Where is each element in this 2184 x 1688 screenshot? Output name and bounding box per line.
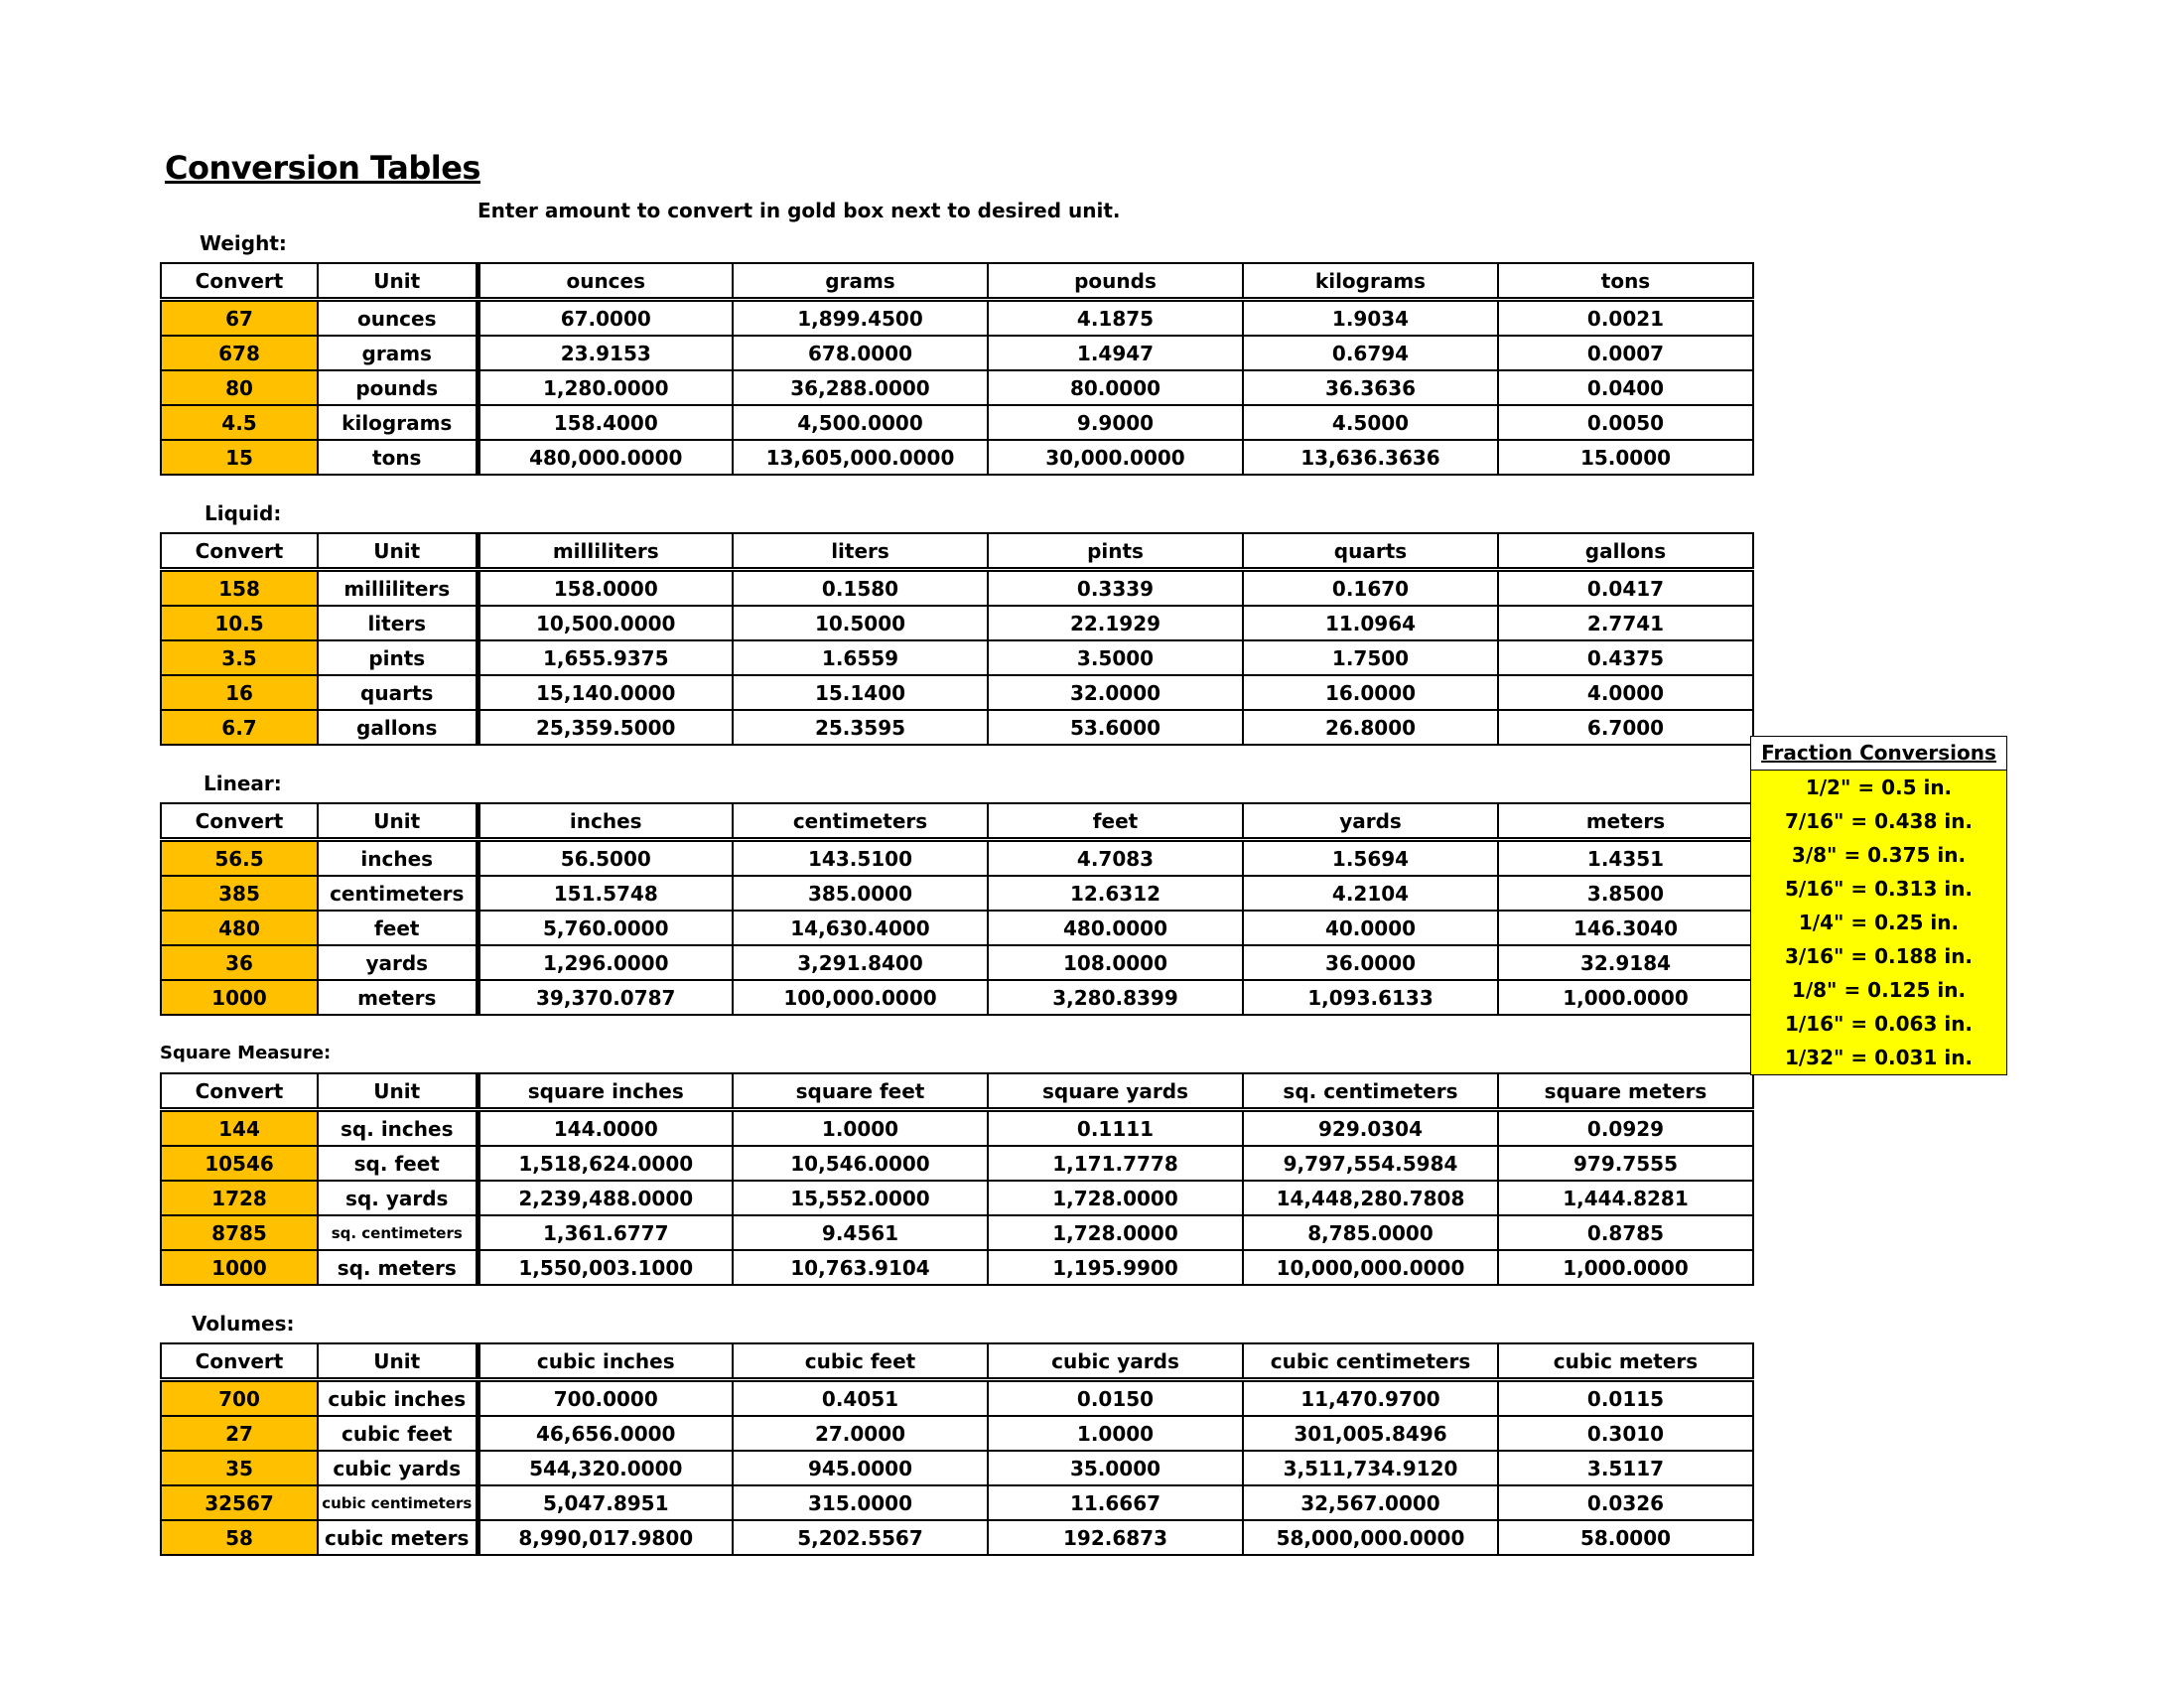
converted-value-cell: 108.0000 bbox=[988, 945, 1243, 980]
target-unit-header: centimeters bbox=[733, 803, 988, 840]
converted-value-cell: 80.0000 bbox=[988, 370, 1243, 405]
converted-value-cell: 39,370.0787 bbox=[478, 980, 733, 1015]
converted-value-cell: 5,202.5567 bbox=[733, 1520, 988, 1555]
converted-value-cell: 678.0000 bbox=[733, 336, 988, 370]
target-unit-header: grams bbox=[733, 263, 988, 300]
table-row bbox=[161, 945, 1753, 980]
target-unit-header: square yards bbox=[988, 1073, 1243, 1110]
unit-column-header: Unit bbox=[318, 1073, 478, 1110]
converted-value-cell: 10.5000 bbox=[733, 606, 988, 640]
convert-amount-input[interactable]: 80 bbox=[161, 370, 318, 405]
converted-value-cell: 32,567.0000 bbox=[1243, 1485, 1498, 1520]
unit-label: liters bbox=[318, 606, 478, 640]
converted-value-cell: 1.9034 bbox=[1243, 300, 1498, 337]
linear-section-label: Linear: bbox=[204, 772, 282, 795]
convert-amount-input[interactable]: 56.5 bbox=[161, 840, 318, 877]
unit-label: sq. inches bbox=[318, 1110, 478, 1147]
unit-label: sq. feet bbox=[318, 1146, 478, 1181]
converted-value-cell: 0.1670 bbox=[1243, 570, 1498, 607]
converted-value-cell: 0.3010 bbox=[1498, 1416, 1753, 1451]
unit-label: grams bbox=[318, 336, 478, 370]
unit-label: gallons bbox=[318, 710, 478, 745]
converted-value-cell: 0.0400 bbox=[1498, 370, 1753, 405]
unit-label: inches bbox=[318, 840, 478, 877]
converted-value-cell: 480,000.0000 bbox=[478, 440, 733, 475]
converted-value-cell: 5,047.8951 bbox=[478, 1485, 733, 1520]
converted-value-cell: 1,000.0000 bbox=[1498, 980, 1753, 1015]
converted-value-cell: 5,760.0000 bbox=[478, 911, 733, 945]
converted-value-cell: 0.6794 bbox=[1243, 336, 1498, 370]
fraction-item: 1/4" = 0.25 in. bbox=[1798, 911, 1960, 934]
unit-label: pounds bbox=[318, 370, 478, 405]
converted-value-cell: 15,552.0000 bbox=[733, 1181, 988, 1215]
converted-value-cell: 143.5100 bbox=[733, 840, 988, 877]
target-unit-header: liters bbox=[733, 533, 988, 570]
fraction-conversions-title: Fraction Conversions bbox=[1751, 737, 2006, 771]
converted-value-cell: 146.3040 bbox=[1498, 911, 1753, 945]
converted-value-cell: 13,636.3636 bbox=[1243, 440, 1498, 475]
converted-value-cell: 9,797,554.5984 bbox=[1243, 1146, 1498, 1181]
converted-value-cell: 58,000,000.0000 bbox=[1243, 1520, 1498, 1555]
table-row bbox=[161, 606, 1753, 640]
convert-amount-input[interactable]: 35 bbox=[161, 1451, 318, 1485]
fraction-item: 7/16" = 0.438 in. bbox=[1784, 809, 1974, 833]
table-header-row bbox=[161, 533, 1753, 570]
converted-value-cell: 9.4561 bbox=[733, 1215, 988, 1250]
unit-column-header: Unit bbox=[318, 533, 478, 570]
convert-amount-input[interactable]: 1000 bbox=[161, 1250, 318, 1285]
target-unit-header: gallons bbox=[1498, 533, 1753, 570]
unit-column-header: Unit bbox=[318, 1343, 478, 1380]
unit-column-header: Unit bbox=[318, 803, 478, 840]
converted-value-cell: 2.7741 bbox=[1498, 606, 1753, 640]
converted-value-cell: 8,785.0000 bbox=[1243, 1215, 1498, 1250]
converted-value-cell: 30,000.0000 bbox=[988, 440, 1243, 475]
unit-label: pints bbox=[318, 640, 478, 675]
converted-value-cell: 0.4375 bbox=[1498, 640, 1753, 675]
converted-value-cell: 0.0050 bbox=[1498, 405, 1753, 440]
target-unit-header: cubic centimeters bbox=[1243, 1343, 1498, 1380]
table-row bbox=[161, 1110, 1753, 1147]
table-row bbox=[161, 1215, 1753, 1250]
converted-value-cell: 1,171.7778 bbox=[988, 1146, 1243, 1181]
convert-column-header: Convert bbox=[161, 533, 318, 570]
target-unit-header: cubic yards bbox=[988, 1343, 1243, 1380]
converted-value-cell: 1.7500 bbox=[1243, 640, 1498, 675]
converted-value-cell: 1,195.9900 bbox=[988, 1250, 1243, 1285]
table-row bbox=[161, 370, 1753, 405]
unit-label: feet bbox=[318, 911, 478, 945]
unit-label: cubic feet bbox=[318, 1416, 478, 1451]
square-measure-section-label: Square Measure: bbox=[160, 1043, 332, 1063]
table-header-row bbox=[161, 1073, 1753, 1110]
unit-label: cubic meters bbox=[318, 1520, 478, 1555]
converted-value-cell: 27.0000 bbox=[733, 1416, 988, 1451]
unit-label: cubic yards bbox=[318, 1451, 478, 1485]
target-unit-header: kilograms bbox=[1243, 263, 1498, 300]
fraction-item: 1/16" = 0.063 in. bbox=[1784, 1012, 1974, 1036]
converted-value-cell: 11.6667 bbox=[988, 1485, 1243, 1520]
convert-column-header: Convert bbox=[161, 803, 318, 840]
converted-value-cell: 979.7555 bbox=[1498, 1146, 1753, 1181]
page-title: Conversion Tables bbox=[165, 149, 480, 187]
table-row bbox=[161, 840, 1753, 877]
converted-value-cell: 3,511,734.9120 bbox=[1243, 1451, 1498, 1485]
converted-value-cell: 0.4051 bbox=[733, 1380, 988, 1417]
convert-amount-input[interactable]: 8785 bbox=[161, 1215, 318, 1250]
converted-value-cell: 4,500.0000 bbox=[733, 405, 988, 440]
target-unit-header: inches bbox=[478, 803, 733, 840]
square-measure-table bbox=[160, 1072, 1754, 1286]
converted-value-cell: 10,763.9104 bbox=[733, 1250, 988, 1285]
unit-label: yards bbox=[318, 945, 478, 980]
unit-label: meters bbox=[318, 980, 478, 1015]
converted-value-cell: 3,291.8400 bbox=[733, 945, 988, 980]
table-row bbox=[161, 1181, 1753, 1215]
table-row bbox=[161, 300, 1753, 337]
converted-value-cell: 151.5748 bbox=[478, 876, 733, 911]
target-unit-header: quarts bbox=[1243, 533, 1498, 570]
converted-value-cell: 3.5000 bbox=[988, 640, 1243, 675]
convert-amount-input[interactable]: 27 bbox=[161, 1416, 318, 1451]
converted-value-cell: 22.1929 bbox=[988, 606, 1243, 640]
converted-value-cell: 25,359.5000 bbox=[478, 710, 733, 745]
converted-value-cell: 36.0000 bbox=[1243, 945, 1498, 980]
target-unit-header: feet bbox=[988, 803, 1243, 840]
converted-value-cell: 0.0115 bbox=[1498, 1380, 1753, 1417]
convert-column-header: Convert bbox=[161, 263, 318, 300]
liquid-table bbox=[160, 532, 1754, 746]
converted-value-cell: 16.0000 bbox=[1243, 675, 1498, 710]
converted-value-cell: 3.8500 bbox=[1498, 876, 1753, 911]
converted-value-cell: 0.1111 bbox=[988, 1110, 1243, 1147]
table-row bbox=[161, 1520, 1753, 1555]
target-unit-header: pints bbox=[988, 533, 1243, 570]
converted-value-cell: 144.0000 bbox=[478, 1110, 733, 1147]
converted-value-cell: 11.0964 bbox=[1243, 606, 1498, 640]
converted-value-cell: 0.0326 bbox=[1498, 1485, 1753, 1520]
converted-value-cell: 4.7083 bbox=[988, 840, 1243, 877]
converted-value-cell: 315.0000 bbox=[733, 1485, 988, 1520]
converted-value-cell: 1,655.9375 bbox=[478, 640, 733, 675]
target-unit-header: meters bbox=[1498, 803, 1753, 840]
unit-label: cubic centimeters bbox=[318, 1485, 478, 1520]
convert-amount-input[interactable]: 678 bbox=[161, 336, 318, 370]
convert-amount-input[interactable]: 385 bbox=[161, 876, 318, 911]
weight-table bbox=[160, 262, 1754, 476]
fraction-item: 5/16" = 0.313 in. bbox=[1784, 877, 1974, 901]
table-row bbox=[161, 1451, 1753, 1485]
table-header-row bbox=[161, 263, 1753, 300]
fraction-conversions-box bbox=[1750, 736, 2007, 1075]
linear-table bbox=[160, 802, 1754, 1016]
converted-value-cell: 945.0000 bbox=[733, 1451, 988, 1485]
convert-amount-input[interactable]: 158 bbox=[161, 570, 318, 607]
table-header-row bbox=[161, 1343, 1753, 1380]
converted-value-cell: 1.4947 bbox=[988, 336, 1243, 370]
converted-value-cell: 25.3595 bbox=[733, 710, 988, 745]
converted-value-cell: 1,000.0000 bbox=[1498, 1250, 1753, 1285]
converted-value-cell: 480.0000 bbox=[988, 911, 1243, 945]
convert-amount-input[interactable]: 32567 bbox=[161, 1485, 318, 1520]
unit-label: cubic inches bbox=[318, 1380, 478, 1417]
target-unit-header: square meters bbox=[1498, 1073, 1753, 1110]
converted-value-cell: 0.0007 bbox=[1498, 336, 1753, 370]
fraction-item: 1/32" = 0.031 in. bbox=[1784, 1046, 1974, 1069]
converted-value-cell: 3.5117 bbox=[1498, 1451, 1753, 1485]
converted-value-cell: 192.6873 bbox=[988, 1520, 1243, 1555]
convert-amount-input[interactable]: 10.5 bbox=[161, 606, 318, 640]
convert-amount-input[interactable]: 480 bbox=[161, 911, 318, 945]
converted-value-cell: 1,093.6133 bbox=[1243, 980, 1498, 1015]
converted-value-cell: 0.0929 bbox=[1498, 1110, 1753, 1147]
converted-value-cell: 56.5000 bbox=[478, 840, 733, 877]
unit-label: sq. meters bbox=[318, 1250, 478, 1285]
convert-amount-input[interactable]: 15 bbox=[161, 440, 318, 475]
converted-value-cell: 544,320.0000 bbox=[478, 1451, 733, 1485]
converted-value-cell: 4.1875 bbox=[988, 300, 1243, 337]
table-row bbox=[161, 405, 1753, 440]
converted-value-cell: 1,444.8281 bbox=[1498, 1181, 1753, 1215]
converted-value-cell: 2,239,488.0000 bbox=[478, 1181, 733, 1215]
converted-value-cell: 0.3339 bbox=[988, 570, 1243, 607]
instructions-text: Enter amount to convert in gold box next to desired unit. bbox=[478, 199, 1121, 222]
converted-value-cell: 58.0000 bbox=[1498, 1520, 1753, 1555]
convert-amount-input[interactable]: 16 bbox=[161, 675, 318, 710]
converted-value-cell: 4.2104 bbox=[1243, 876, 1498, 911]
converted-value-cell: 0.0150 bbox=[988, 1380, 1243, 1417]
converted-value-cell: 0.0021 bbox=[1498, 300, 1753, 337]
converted-value-cell: 1,899.4500 bbox=[733, 300, 988, 337]
converted-value-cell: 700.0000 bbox=[478, 1380, 733, 1417]
converted-value-cell: 1,728.0000 bbox=[988, 1215, 1243, 1250]
table-row bbox=[161, 710, 1753, 745]
convert-amount-input[interactable]: 700 bbox=[161, 1380, 318, 1417]
volumes-table bbox=[160, 1342, 1754, 1556]
converted-value-cell: 3,280.8399 bbox=[988, 980, 1243, 1015]
converted-value-cell: 35.0000 bbox=[988, 1451, 1243, 1485]
converted-value-cell: 8,990,017.9800 bbox=[478, 1520, 733, 1555]
converted-value-cell: 1.4351 bbox=[1498, 840, 1753, 877]
converted-value-cell: 4.5000 bbox=[1243, 405, 1498, 440]
convert-amount-input[interactable]: 6.7 bbox=[161, 710, 318, 745]
unit-label: sq. centimeters bbox=[318, 1215, 478, 1250]
table-row bbox=[161, 911, 1753, 945]
converted-value-cell: 36.3636 bbox=[1243, 370, 1498, 405]
converted-value-cell: 301,005.8496 bbox=[1243, 1416, 1498, 1451]
convert-amount-input[interactable]: 67 bbox=[161, 300, 318, 337]
converted-value-cell: 9.9000 bbox=[988, 405, 1243, 440]
converted-value-cell: 15.0000 bbox=[1498, 440, 1753, 475]
converted-value-cell: 53.6000 bbox=[988, 710, 1243, 745]
converted-value-cell: 14,448,280.7808 bbox=[1243, 1181, 1498, 1215]
convert-amount-input[interactable]: 10546 bbox=[161, 1146, 318, 1181]
target-unit-header: cubic feet bbox=[733, 1343, 988, 1380]
unit-label: ounces bbox=[318, 300, 478, 337]
convert-amount-input[interactable]: 4.5 bbox=[161, 405, 318, 440]
convert-amount-input[interactable]: 3.5 bbox=[161, 640, 318, 675]
converted-value-cell: 1,550,003.1000 bbox=[478, 1250, 733, 1285]
target-unit-header: square feet bbox=[733, 1073, 988, 1110]
table-row bbox=[161, 1485, 1753, 1520]
converted-value-cell: 1.6559 bbox=[733, 640, 988, 675]
target-unit-header: yards bbox=[1243, 803, 1498, 840]
converted-value-cell: 14,630.4000 bbox=[733, 911, 988, 945]
target-unit-header: square inches bbox=[478, 1073, 733, 1110]
fraction-item: 1/2" = 0.5 in. bbox=[1805, 775, 1953, 799]
table-row bbox=[161, 440, 1753, 475]
fraction-item: 3/16" = 0.188 in. bbox=[1784, 944, 1974, 968]
converted-value-cell: 11,470.9700 bbox=[1243, 1380, 1498, 1417]
table-row bbox=[161, 1250, 1753, 1285]
target-unit-header: tons bbox=[1498, 263, 1753, 300]
converted-value-cell: 12.6312 bbox=[988, 876, 1243, 911]
table-row bbox=[161, 1416, 1753, 1451]
target-unit-header: pounds bbox=[988, 263, 1243, 300]
liquid-section-label: Liquid: bbox=[205, 501, 282, 525]
unit-column-header: Unit bbox=[318, 263, 478, 300]
converted-value-cell: 32.9184 bbox=[1498, 945, 1753, 980]
unit-label: quarts bbox=[318, 675, 478, 710]
unit-label: sq. yards bbox=[318, 1181, 478, 1215]
converted-value-cell: 36,288.0000 bbox=[733, 370, 988, 405]
target-unit-header: milliliters bbox=[478, 533, 733, 570]
fraction-item: 1/8" = 0.125 in. bbox=[1791, 978, 1967, 1002]
converted-value-cell: 100,000.0000 bbox=[733, 980, 988, 1015]
table-row bbox=[161, 1146, 1753, 1181]
table-row bbox=[161, 675, 1753, 710]
converted-value-cell: 15,140.0000 bbox=[478, 675, 733, 710]
table-row bbox=[161, 640, 1753, 675]
convert-amount-input[interactable]: 144 bbox=[161, 1110, 318, 1147]
converted-value-cell: 13,605,000.0000 bbox=[733, 440, 988, 475]
converted-value-cell: 385.0000 bbox=[733, 876, 988, 911]
converted-value-cell: 40.0000 bbox=[1243, 911, 1498, 945]
unit-label: centimeters bbox=[318, 876, 478, 911]
target-unit-header: sq. centimeters bbox=[1243, 1073, 1498, 1110]
weight-section-label: Weight: bbox=[200, 231, 287, 255]
converted-value-cell: 10,500.0000 bbox=[478, 606, 733, 640]
converted-value-cell: 1.5694 bbox=[1243, 840, 1498, 877]
table-row bbox=[161, 336, 1753, 370]
converted-value-cell: 6.7000 bbox=[1498, 710, 1753, 745]
converted-value-cell: 15.1400 bbox=[733, 675, 988, 710]
target-unit-header: cubic meters bbox=[1498, 1343, 1753, 1380]
converted-value-cell: 10,000,000.0000 bbox=[1243, 1250, 1498, 1285]
converted-value-cell: 26.8000 bbox=[1243, 710, 1498, 745]
converted-value-cell: 1,728.0000 bbox=[988, 1181, 1243, 1215]
converted-value-cell: 0.8785 bbox=[1498, 1215, 1753, 1250]
table-row bbox=[161, 1380, 1753, 1417]
converted-value-cell: 32.0000 bbox=[988, 675, 1243, 710]
converted-value-cell: 46,656.0000 bbox=[478, 1416, 733, 1451]
converted-value-cell: 158.0000 bbox=[478, 570, 733, 607]
table-row bbox=[161, 570, 1753, 607]
target-unit-header: ounces bbox=[478, 263, 733, 300]
unit-label: tons bbox=[318, 440, 478, 475]
convert-amount-input[interactable]: 1000 bbox=[161, 980, 318, 1015]
target-unit-header: cubic inches bbox=[478, 1343, 733, 1380]
converted-value-cell: 158.4000 bbox=[478, 405, 733, 440]
table-header-row bbox=[161, 803, 1753, 840]
converted-value-cell: 10,546.0000 bbox=[733, 1146, 988, 1181]
converted-value-cell: 67.0000 bbox=[478, 300, 733, 337]
unit-label: kilograms bbox=[318, 405, 478, 440]
convert-amount-input[interactable]: 1728 bbox=[161, 1181, 318, 1215]
converted-value-cell: 1.0000 bbox=[733, 1110, 988, 1147]
converted-value-cell: 1,361.6777 bbox=[478, 1215, 733, 1250]
convert-amount-input[interactable]: 36 bbox=[161, 945, 318, 980]
converted-value-cell: 23.9153 bbox=[478, 336, 733, 370]
table-row bbox=[161, 980, 1753, 1015]
convert-column-header: Convert bbox=[161, 1073, 318, 1110]
converted-value-cell: 0.1580 bbox=[733, 570, 988, 607]
table-row bbox=[161, 876, 1753, 911]
convert-amount-input[interactable]: 58 bbox=[161, 1520, 318, 1555]
converted-value-cell: 1,296.0000 bbox=[478, 945, 733, 980]
converted-value-cell: 0.0417 bbox=[1498, 570, 1753, 607]
converted-value-cell: 4.0000 bbox=[1498, 675, 1753, 710]
volumes-section-label: Volumes: bbox=[192, 1312, 295, 1336]
converted-value-cell: 929.0304 bbox=[1243, 1110, 1498, 1147]
fraction-item: 3/8" = 0.375 in. bbox=[1791, 843, 1967, 867]
convert-column-header: Convert bbox=[161, 1343, 318, 1380]
unit-label: milliliters bbox=[318, 570, 478, 607]
converted-value-cell: 1,518,624.0000 bbox=[478, 1146, 733, 1181]
converted-value-cell: 1,280.0000 bbox=[478, 370, 733, 405]
converted-value-cell: 1.0000 bbox=[988, 1416, 1243, 1451]
